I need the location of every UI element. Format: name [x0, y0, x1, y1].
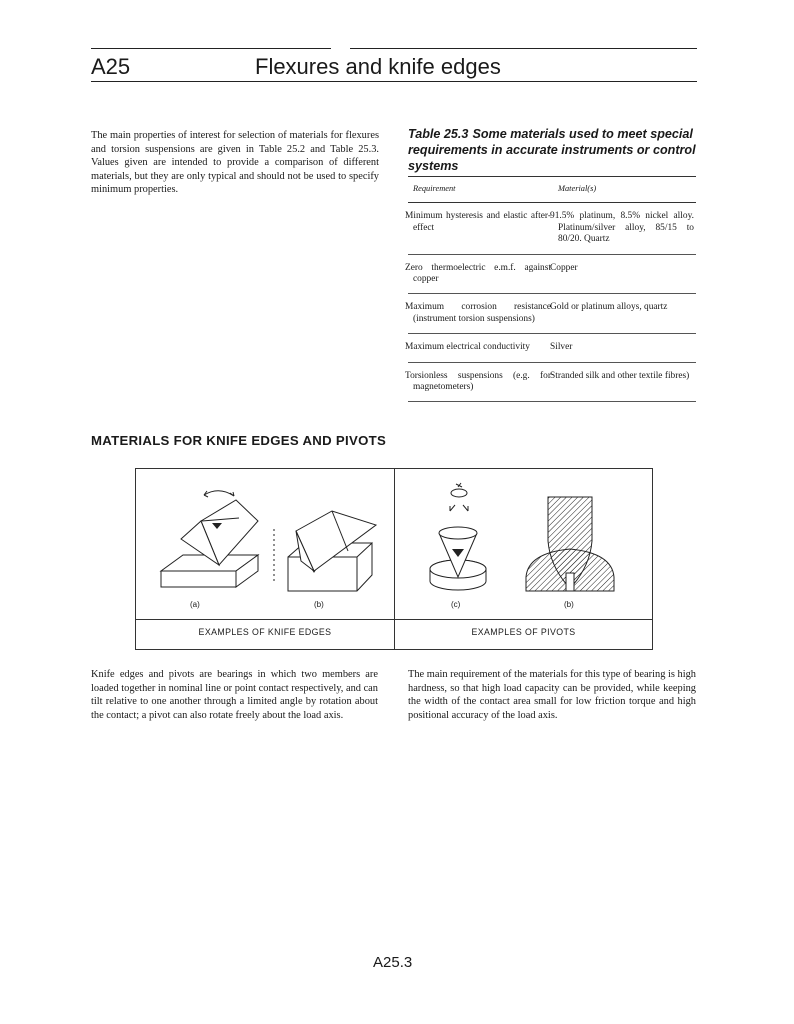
knife-edges-caption: EXAMPLES OF KNIFE EDGES	[198, 627, 332, 637]
pivot-b-drawing	[526, 497, 614, 591]
intro-paragraph: The main properties of interest for selection of materials for flexures and torsion suspensions are given in Table 25.2 and Table 25.3. Values given are intended to provide a comparison of different materials, but they are only typical and should not be used to specify minimum properties.	[91, 130, 379, 196]
section-heading: MATERIALS FOR KNIFE EDGES AND PIVOTS	[91, 433, 387, 448]
table-cell-material: Stranded silk and other textile fibres)	[553, 362, 696, 402]
table-cell-material: Silver	[553, 334, 696, 362]
pivots-caption: EXAMPLES OF PIVOTS	[471, 627, 576, 637]
page-number: A25.3	[373, 954, 413, 971]
knife-edge-pivot-figure	[135, 468, 653, 650]
table-cell-requirement: Maximum corrosion resistance (instrument torsion suspensions)	[408, 294, 553, 334]
figure-label-d: (b)	[564, 600, 574, 609]
knife-edge-b-drawing	[288, 511, 376, 591]
table-row	[408, 294, 696, 334]
materials-table	[405, 176, 696, 402]
table-cell-requirement: Minimum hysteresis and elastic after-effect	[408, 203, 553, 254]
figure-label-a: (a)	[190, 600, 200, 609]
column-header-requirement: Requirement	[408, 177, 553, 203]
table-row	[408, 362, 696, 402]
table-cell-material: 91.5% platinum, 8.5% nickel alloy. Platinum/silver alloy, 85/15 to 80/20. Quartz	[553, 203, 696, 254]
table-row	[408, 203, 696, 254]
header-rule-left	[91, 48, 331, 49]
body-paragraph-left: Knife edges and pivots are bearings in which two members are loaded together in nominal line or point contact respectively, and can tilt relative to one another through a limited angle by rotation about the contact; a pivot can also rotate freely about the load axis.	[91, 669, 378, 721]
table-cell-material: Gold or platinum alloys, quartz	[553, 294, 696, 334]
figure-caption-rule	[136, 619, 652, 620]
table-cell-requirement: Torsionless suspensions (e.g. for magnetometers)	[408, 362, 553, 402]
knife-edge-a-drawing	[161, 491, 258, 587]
table-cell-requirement: Maximum electrical conductivity	[408, 334, 553, 362]
pivot-c-drawing	[430, 483, 486, 590]
figure-divider	[394, 469, 395, 649]
table-label: Table 25.3	[408, 127, 469, 141]
figure-label-c: (c)	[451, 600, 461, 609]
table-header-row	[408, 177, 696, 203]
header-rule-bottom	[91, 81, 697, 82]
body-paragraph-right: The main requirement of the materials for this type of bearing is high hardness, so that high load capacity can be provided, while keeping the width of the contact area small for low friction torque and high positional accuracy of the load axis.	[408, 669, 696, 721]
table-row	[408, 334, 696, 362]
table-caption-text: Some materials used to meet special requirements in accurate instruments or control systems	[408, 127, 696, 173]
table-cell-material: Copper	[553, 254, 696, 294]
section-code: A25	[91, 54, 131, 79]
table-cell-requirement: Zero thermoelectric e.m.f. against copper	[408, 254, 553, 294]
figure-label-b: (b)	[314, 600, 324, 609]
table-caption	[408, 126, 703, 174]
page-title: Flexures and knife edges	[255, 54, 501, 79]
header-rule-right	[350, 48, 697, 49]
column-header-material: Material(s)	[553, 177, 696, 203]
table-row	[408, 254, 696, 294]
